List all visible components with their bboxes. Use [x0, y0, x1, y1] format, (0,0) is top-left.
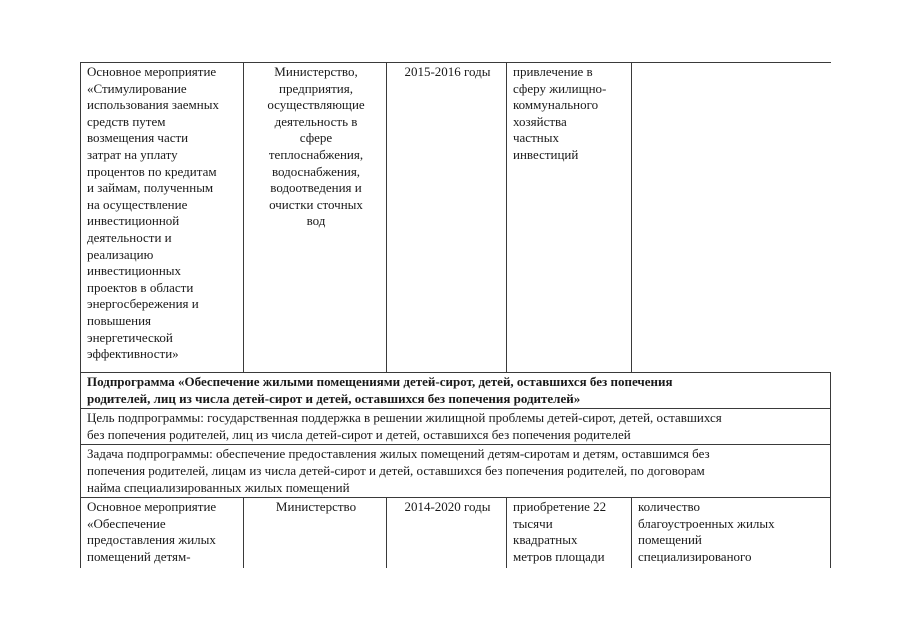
- result-text: привлечение в сферу жилищно- коммунального хозяйства частных инвестиций: [513, 64, 607, 162]
- activity-text: Основное мероприятие «Обеспечение предоставления жилых помещений детям-: [87, 499, 217, 564]
- table-row: [81, 445, 831, 498]
- period-cell: [387, 498, 507, 569]
- indicator-cell: [632, 63, 831, 373]
- executor-text: Министерство: [275, 499, 357, 515]
- subprogram-title: Подпрограмма «Обеспечение жилыми помещениями детей-сирот, детей, оставшихся без попечения родителей, лиц из числа детей-сирот и детей, оставшихся без попечения родителей»: [87, 374, 673, 406]
- result-text: приобретение 22 тысячи квадратных метров площади: [513, 499, 607, 564]
- indicator-cell: [632, 498, 831, 569]
- subprogram-title-cell: [81, 373, 831, 409]
- indicator-text: количество благоустроенных жилых помещений специализированого: [638, 499, 775, 564]
- table-row: [81, 409, 831, 445]
- period-text: 2015-2016 годы: [404, 64, 491, 79]
- activity-text: Основное мероприятие «Стимулирование использования заемных средств путем возмещения части затрат на уплату процентов по кредитам и займам, полученным на осуществление инвестиционной деятельности и реализацию инвестиционных проектов в области энергосбережения и повышения энергетической эффективности»: [87, 64, 219, 362]
- subprogram-goal-cell: [81, 409, 831, 445]
- executor-cell: [244, 498, 387, 569]
- subprogram-task: Задача подпрограммы: обеспечение предоставления жилых помещений детям-сиротам и детям, оставшимся без попечения родителей, лицам из числа детей-сирот и детей, оставшихся без попечения родителей, по договорам найма специализированных жилых помещений: [87, 446, 710, 495]
- subprogram-task-cell: [81, 445, 831, 498]
- activity-cell: [81, 498, 244, 569]
- subprogram-goal: Цель подпрограммы: государственная поддержка в решении жилищной проблемы детей-сирот, детей, оставшихся без попечения родителей, лиц из числа детей-сирот и детей, оставшихся без попечения родителей: [87, 410, 722, 442]
- executor-cell: [244, 63, 387, 373]
- executor-text: Министерство, предприятия, осуществляющие деятельность в сфере теплоснабжения, водоснабжения, водоотведения и очистки сточных вод: [267, 64, 365, 229]
- result-cell: [507, 498, 632, 569]
- period-cell: [387, 63, 507, 373]
- table-row: [81, 373, 831, 409]
- period-text: 2014-2020 годы: [404, 499, 491, 515]
- activity-cell: [81, 63, 244, 373]
- result-cell: [507, 63, 632, 373]
- table-row: [81, 63, 831, 373]
- table-row: [81, 498, 831, 569]
- activities-table: [80, 62, 831, 568]
